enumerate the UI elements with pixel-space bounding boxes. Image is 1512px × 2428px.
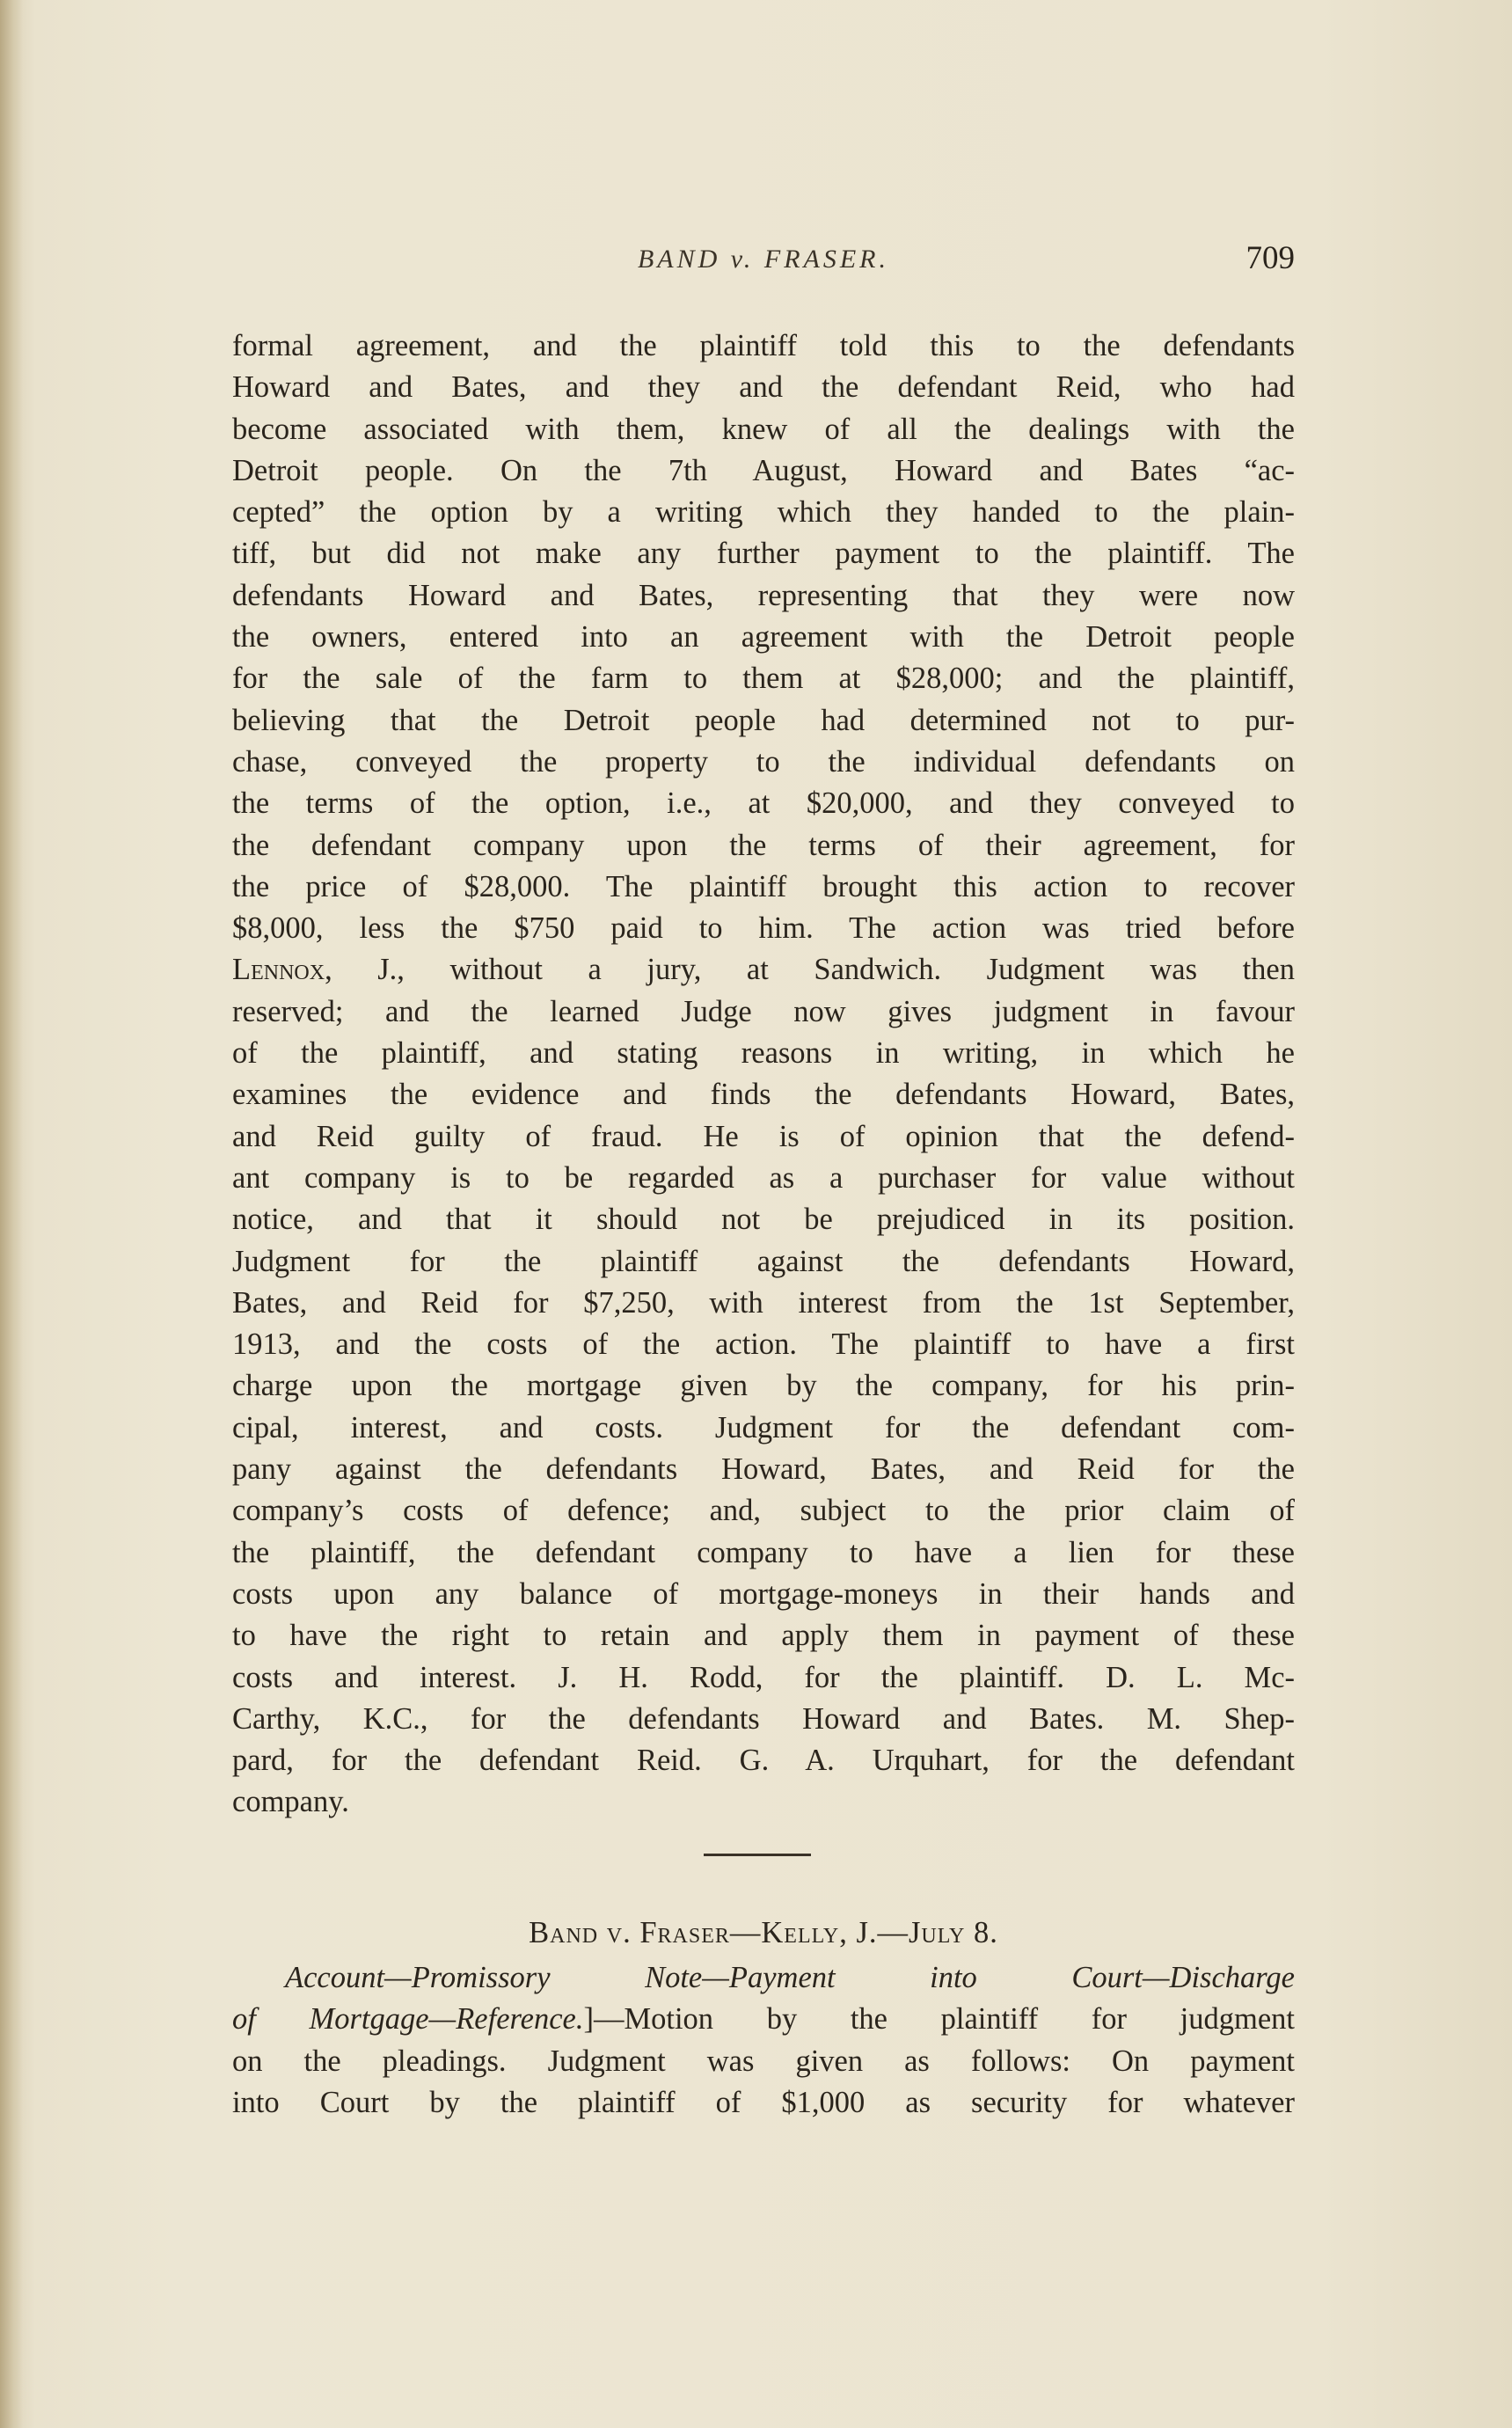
judge-name: Lennox xyxy=(232,953,325,987)
text-line-rest: , J., without a jury, at Sandwich. Judgment was then xyxy=(325,953,1295,987)
text-line: to have the right to retain and apply them in payment of these xyxy=(232,1619,1295,1653)
catchwords: Account—Promissory Note—Payment into Court—Discharge xyxy=(285,1961,1295,1994)
text-line: the defendant company upon the terms of their agreement, for xyxy=(232,828,1295,862)
running-title: BAND v. FRASER. xyxy=(637,245,890,274)
text-line: the plaintiff, the defendant company to have a lien for these xyxy=(232,1535,1295,1569)
text-line: formal agreement, and the plaintiff told this to the defendants xyxy=(232,329,1295,362)
text-line-rest: ]—Motion by the plaintiff for judgment xyxy=(583,2002,1295,2037)
text-line: $8,000, less the $750 paid to him. The action was tried before xyxy=(232,911,1295,946)
text-line: company’s costs of defence; and, subject to the prior claim of xyxy=(232,1494,1295,1528)
text-line: tiff, but did not make any further payment to the plaintiff. The xyxy=(232,537,1295,571)
text-line: cepted” the option by a writing which they handed to the plain- xyxy=(232,495,1295,530)
case-paragraph xyxy=(232,1957,1295,2124)
text-line: Carthy, K.C., for the defendants Howard and Bates. M. Shep- xyxy=(232,1701,1295,1736)
page-number: 709 xyxy=(1245,240,1295,276)
judgment-paragraph xyxy=(232,325,1295,1824)
catchwords: of Mortgage—Reference. xyxy=(232,2002,584,2037)
text-line: costs and interest. J. H. Rodd, for the plaintiff. D. L. Mc- xyxy=(232,1660,1295,1694)
text-line: notice, and that it should not be prejudiced in its position. xyxy=(232,1203,1295,1237)
text-line: the terms of the option, i.e., at $20,000, and they conveyed to xyxy=(232,786,1295,821)
book-gutter xyxy=(0,0,23,2428)
page-header xyxy=(232,239,1295,283)
text-line: costs upon any balance of mortgage-moneys in their hands and xyxy=(232,1576,1295,1611)
text-line: examines the evidence and finds the defendants Howard, Bates, xyxy=(232,1078,1295,1112)
text-line: chase, conveyed the property to the individual defendants on xyxy=(232,744,1295,779)
text-line: defendants Howard and Bates, representing that they were now xyxy=(232,578,1295,612)
text-line: Detroit people. On the 7th August, Howard and Bates “ac- xyxy=(232,453,1295,487)
text-line: believing that the Detroit people had determined not to pur- xyxy=(232,703,1295,737)
text-line xyxy=(232,1999,1295,2040)
text-line: charge upon the mortgage given by the company, for his prin- xyxy=(232,1369,1295,1403)
text-line: the owners, entered into an agreement with the Detroit people xyxy=(232,620,1295,655)
text-line: Judgment for the plaintiff against the defendants Howard, xyxy=(232,1244,1295,1278)
text-line: 1913, and the costs of the action. The plaintiff to have a first xyxy=(232,1327,1295,1362)
text-line: pard, for the defendant Reid. G. A. Urquhart, for the defendant xyxy=(232,1744,1295,1778)
text-line: pany against the defendants Howard, Bates, and Reid for the xyxy=(232,1452,1295,1487)
text-line: for the sale of the farm to them at $28,000; and the plaintiff, xyxy=(232,662,1295,696)
text-line: cipal, interest, and costs. Judgment for the defendant com- xyxy=(232,1410,1295,1444)
text-line: Howard and Bates, and they and the defendant Reid, who had xyxy=(232,370,1295,405)
text-line: on the pleadings. Judgment was given as follows: On payment xyxy=(232,2044,1295,2078)
text-line: Bates, and Reid for $7,250, with interest from the 1st September, xyxy=(232,1285,1295,1320)
case-heading: Band v. Fraser—Kelly, J.—July 8. xyxy=(529,1916,998,1949)
section-divider xyxy=(704,1854,811,1856)
text-line: the price of $28,000. The plaintiff brought this action to recover xyxy=(232,869,1295,903)
text-line: ant company is to be regarded as a purchaser for value without xyxy=(232,1160,1295,1195)
text-line: and Reid guilty of fraud. He is of opinion that the defend- xyxy=(232,1119,1295,1153)
text-line: reserved; and the learned Judge now gives judgment in favour xyxy=(232,994,1295,1028)
text-line: into Court by the plaintiff of $1,000 as security for whatever xyxy=(232,2085,1295,2119)
text-line-lennox xyxy=(232,949,1295,991)
text-line: become associated with them, knew of all the dealings with the xyxy=(232,412,1295,446)
text-line: of the plaintiff, and stating reasons in writing, in which he xyxy=(232,1036,1295,1071)
catchwords-line xyxy=(232,1957,1295,1999)
text-line: company. xyxy=(232,1785,349,1819)
